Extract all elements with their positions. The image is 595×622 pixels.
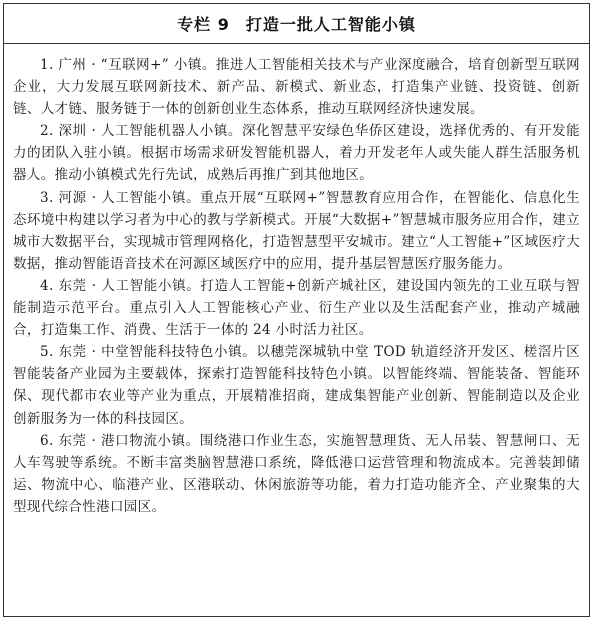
- box-title-number: 专栏 9: [177, 15, 230, 34]
- paragraph-dongguan-ai: 4. 东莞 · 人工智能小镇。打造人工智能+创新产城社区，建设国内领先的工业互联与智能制造示范平台。重点引入人工智能核心产业、衍生产业以及生活配套产业，推动产城融合，打造集工作、消费、生活于一体的 24 小时活力社区。: [13, 277, 580, 339]
- box-content: [4, 44, 589, 518]
- paragraph-heyuan: 3. 河源 · 人工智能小镇。重点开展“互联网+”智慧教育应用合作，在智能化、信息化生态环境中构建以学习者为中心的教与学新模式。开展“大数据+”智慧城市服务应用合作，建立城市大数据平台，实现城市管理网格化，打造智慧型平安城市。建立“人工智能+”区域医疗大数据，推动智能语音技术在河源区域医疗中的应用，提升基层智慧医疗服务能力。: [13, 189, 580, 272]
- paragraph-dongguan-zhongtang: 5. 东莞 · 中堂智能科技特色小镇。以穗莞深城轨中堂 TOD 轨道经济开发区、槎滘片区智能装备产业园为主要载体，探索打造智能科技特色小镇。以智能终端、智能装备、智能环保、现代都市农业等产业为重点，开展精准招商，建成集智能产业创新、智能制造以及企业创新服务为一体的科技园区。: [13, 344, 580, 427]
- column-box: [3, 3, 590, 617]
- box-title: [4, 4, 589, 44]
- paragraph-shenzhen: 2. 深圳 · 人工智能机器人小镇。深化智慧平安绿色华侨区建设，选择优秀的、有开发能力的团队入驻小镇。根据市场需求研发智能机器人，着力开发老年人或失能人群生活服务机器人。推动小镇模式先行先试，成熟后再推广到其他地区。: [13, 123, 580, 184]
- box-title-text: 打造一批人工智能小镇: [245, 15, 416, 34]
- paragraph-guangzhou: 1. 广州 · “互联网+” 小镇。推进人工智能相关技术与产业深度融合，培育创新型互联网企业，大力发展互联网新技术、新产品、新模式、新业态，打造集产业链、投资链、创新链、人才链、服务链于一体的创新创业生态体系，推动互联网经济快速发展。: [13, 57, 580, 118]
- paragraph-dongguan-port: 6. 东莞 · 港口物流小镇。围绕港口作业生态，实施智慧理货、无人吊装、智慧闸口、无人车驾驶等系统。不断丰富类脑智慧港口系统，降低港口运营管理和物流成本。完善装卸储运、物流中心、临港产业、区港联动、休闲旅游等功能，着力打造功能齐全、产业聚集的大型现代综合性港口园区。: [13, 432, 580, 515]
